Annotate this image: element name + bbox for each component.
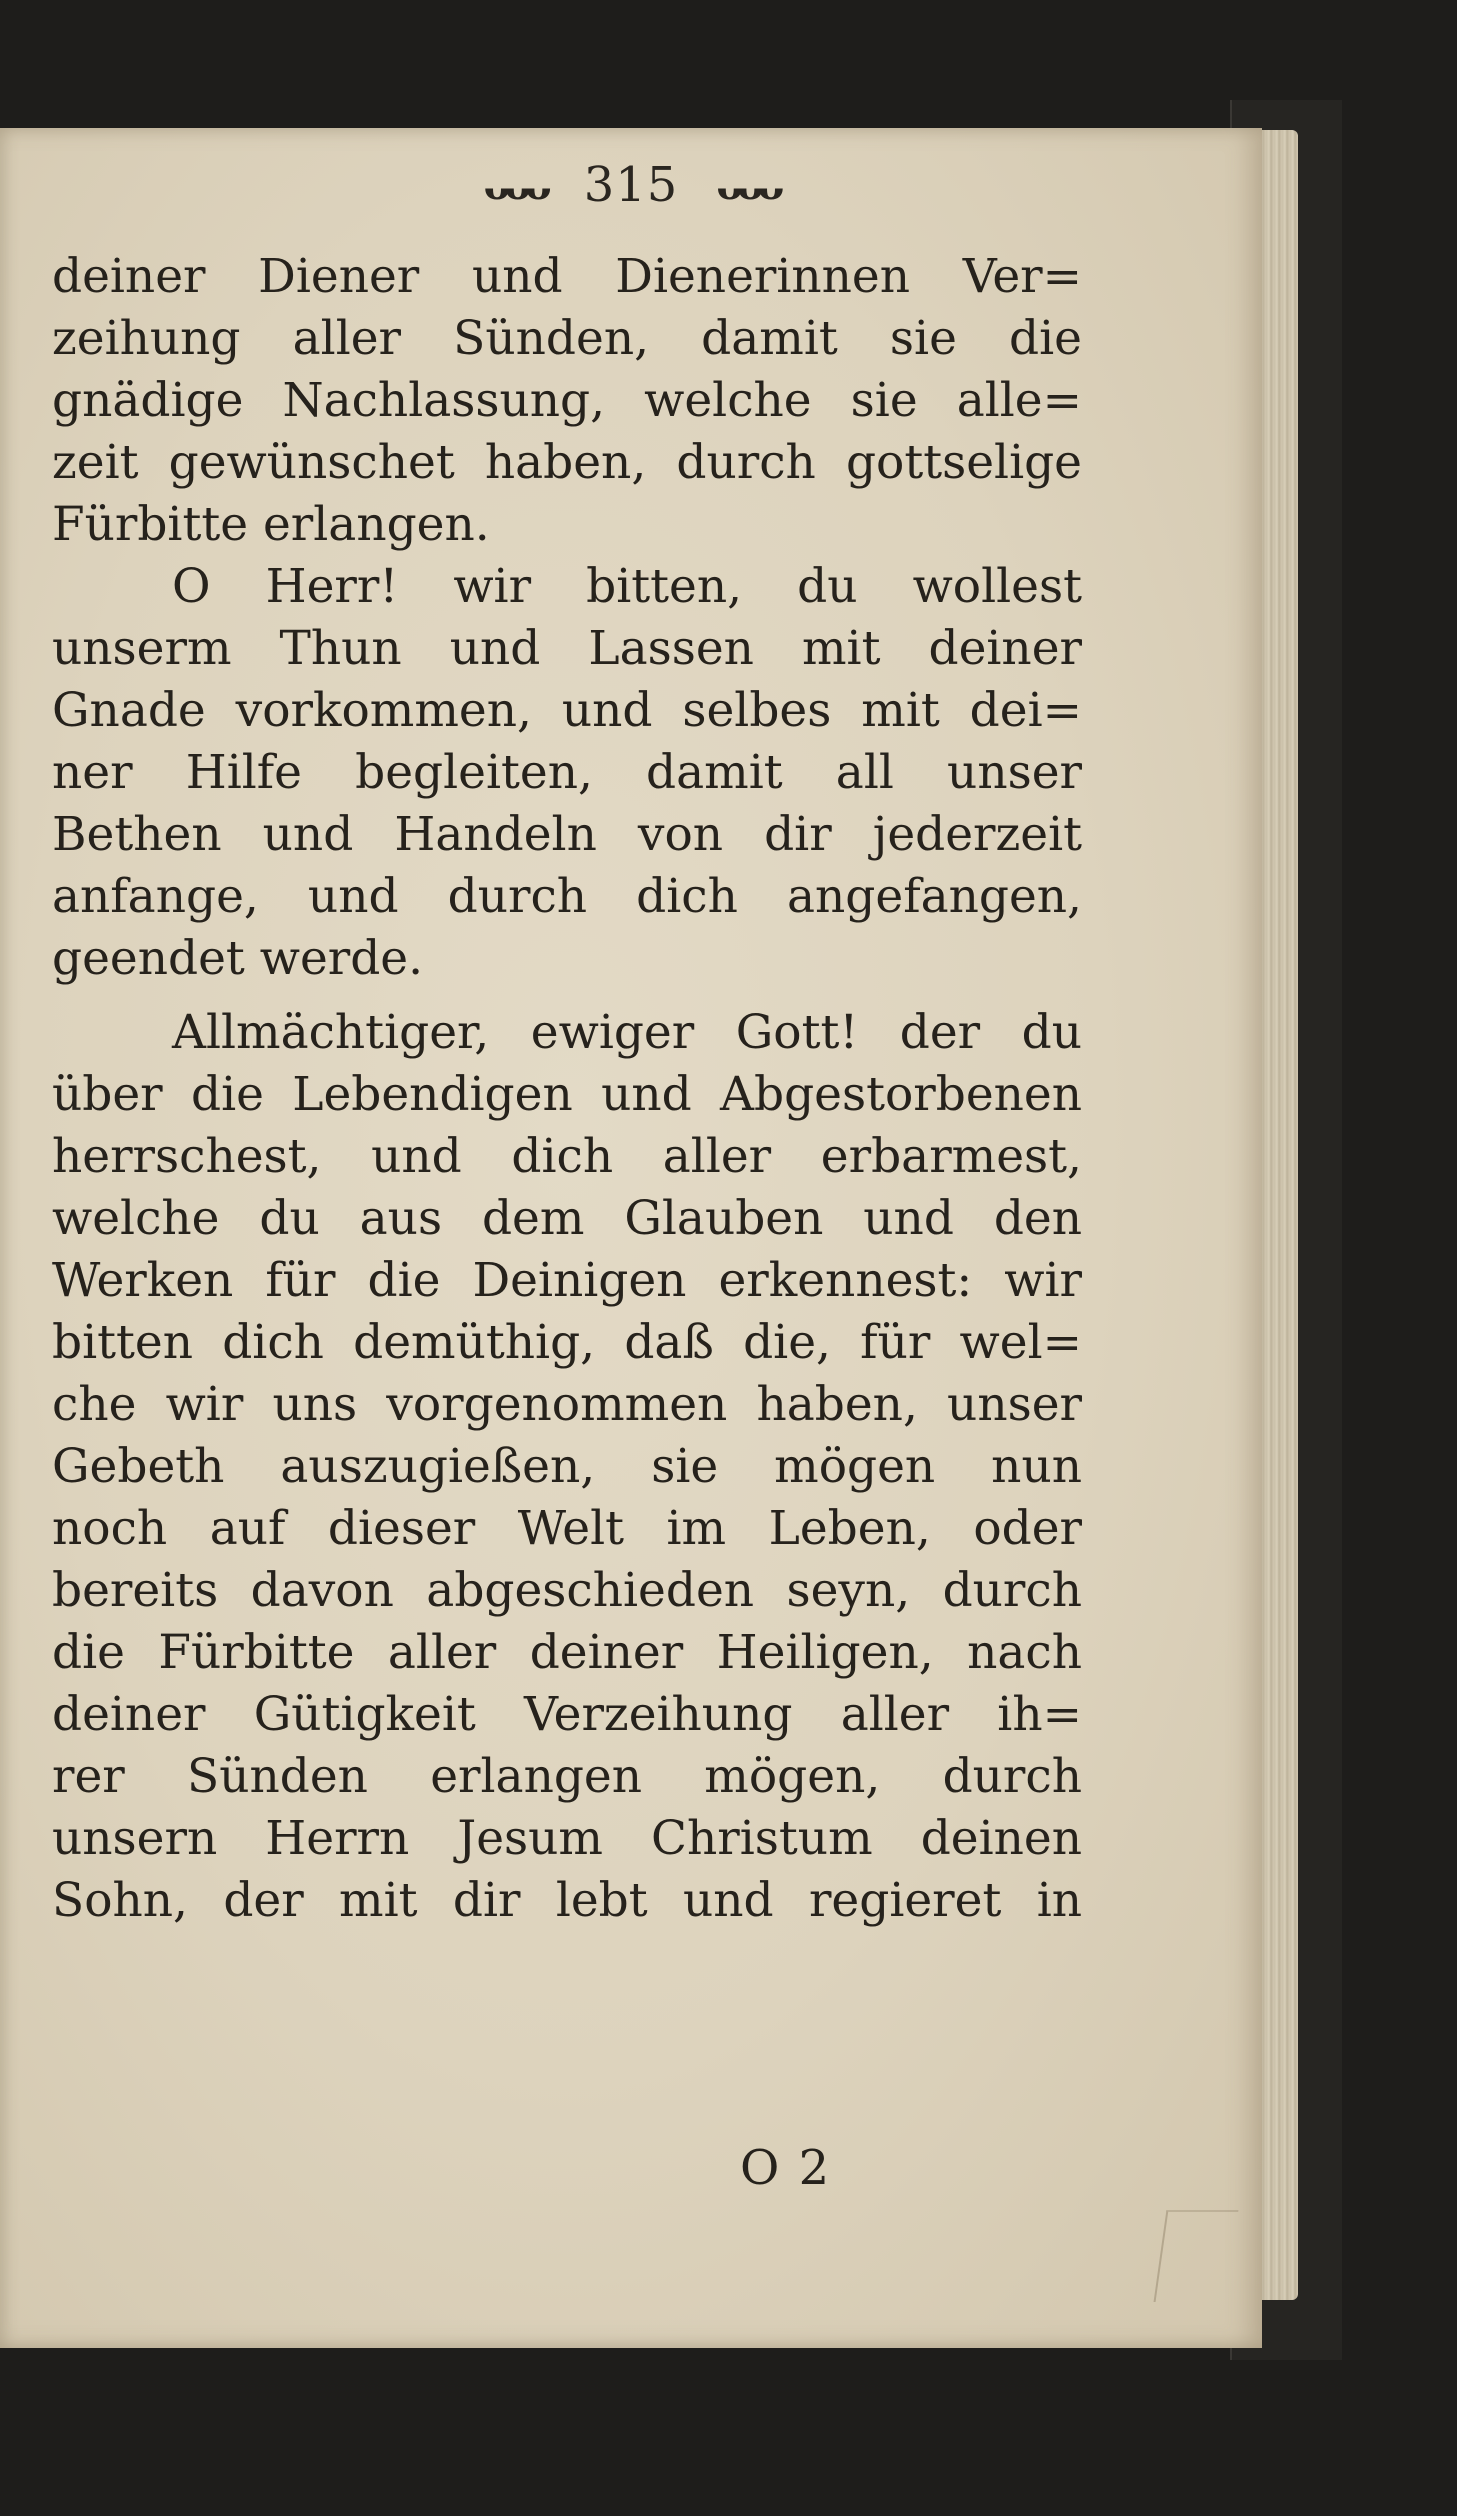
running-header	[0, 150, 1262, 220]
signature-mark: O 2	[740, 2140, 832, 2196]
page-corner-fold	[1154, 2210, 1239, 2302]
text-line: Gebeth auszugießen, sie mögen nun	[52, 1439, 1082, 1494]
text-line: deiner Gütigkeit Verzeihung aller ih=	[52, 1687, 1082, 1742]
text-line: Werken für die Deinigen erkennest: wir	[52, 1253, 1082, 1308]
text-line: die Fürbitte aller deiner Heiligen, nach	[52, 1625, 1082, 1680]
body-text	[52, 246, 1082, 1932]
text-line: herrschest, und dich aller erbarmest,	[52, 1129, 1082, 1184]
text-line: deiner Diener und Dienerinnen Ver=	[52, 249, 1082, 304]
text-line: geendet werde.	[52, 931, 424, 986]
text-line: rer Sünden erlangen mögen, durch	[52, 1749, 1082, 1804]
text-line: bereits davon abgeschieden seyn, durch	[52, 1563, 1082, 1618]
text-line: Allmächtiger, ewiger Gott! der du	[172, 1005, 1082, 1060]
text-line: welche du aus dem Glauben und den	[52, 1191, 1082, 1246]
text-line: zeihung aller Sünden, damit sie die	[52, 311, 1082, 366]
text-line: noch auf dieser Welt im Leben, oder	[52, 1501, 1082, 1556]
text-line: über die Lebendigen und Abgestorbenen	[52, 1067, 1082, 1122]
text-line: Gnade vorkommen, und selbes mit dei=	[52, 683, 1082, 738]
text-line: gnädige Nachlassung, welche sie alle=	[52, 373, 1082, 428]
text-line: zeit gewünschet haben, durch gottselige	[52, 435, 1082, 490]
text-line: unserm Thun und Lassen mit deiner	[52, 621, 1082, 676]
text-line: che wir uns vorgenommen haben, unser	[52, 1377, 1082, 1432]
page-number: 315	[583, 157, 679, 213]
ornament-left: ᴗᴗᴗ	[483, 161, 546, 209]
text-line: O Herr! wir bitten, du wollest	[172, 559, 1082, 614]
paragraph-gap	[52, 990, 1082, 1002]
text-line: Bethen und Handeln von dir jederzeit	[52, 807, 1082, 862]
ornament-right: ᴗᴗᴗ	[716, 161, 779, 209]
text-line: anfange, und durch dich angefangen,	[52, 869, 1082, 924]
text-line: bitten dich demüthig, daß die, für wel=	[52, 1315, 1082, 1370]
text-line: Sohn, der mit dir lebt und regieret in	[52, 1873, 1082, 1928]
text-line: Fürbitte erlangen.	[52, 497, 490, 552]
text-line: unsern Herrn Jesum Christum deinen	[52, 1811, 1082, 1866]
text-line: ner Hilfe begleiten, damit all unser	[52, 745, 1082, 800]
